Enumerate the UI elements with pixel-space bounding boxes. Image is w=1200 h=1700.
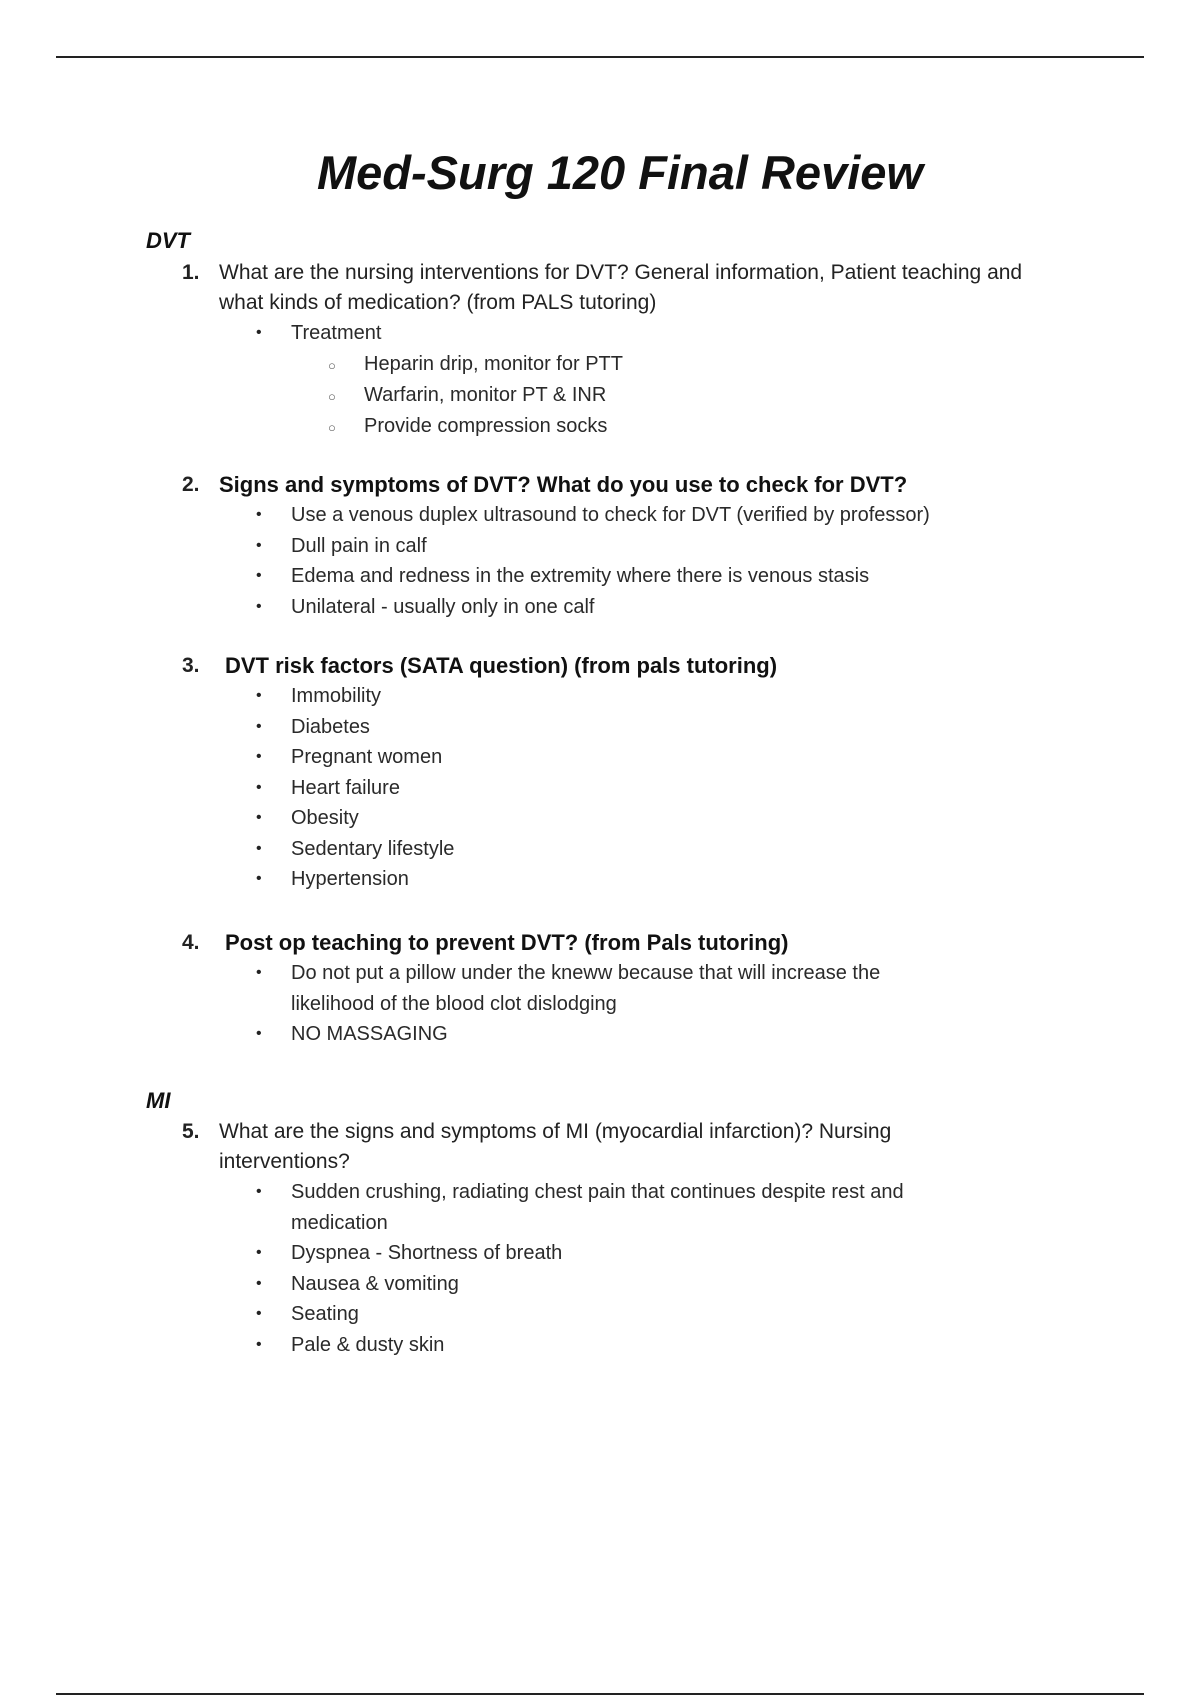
bullet-icon: •: [256, 1244, 262, 1261]
bullet-text: Unilateral - usually only in one calf: [291, 595, 595, 618]
list-item: [182, 349, 1064, 380]
bullet-icon: •: [256, 687, 262, 704]
circle-bullet-icon: ○: [328, 388, 336, 404]
list-item: [182, 803, 991, 834]
circle-bullet-icon: ○: [328, 357, 336, 373]
bullet-text: Sedentary lifestyle: [291, 837, 455, 860]
question-number: 2.: [182, 473, 200, 496]
bullet-text: Pale & dusty skin: [291, 1333, 445, 1356]
page-title: Med-Surg 120 Final Review: [317, 146, 923, 199]
question-text: What are the signs and symptoms of MI (myocardial infarction)? Nursing interventions?: [219, 1120, 892, 1173]
bullet-text: Do not put a pillow under the kneww because that will increase the likelihood of the blood clot dislodging: [291, 962, 881, 1015]
bullet-icon: •: [256, 1183, 262, 1200]
bullet-icon: •: [256, 717, 262, 735]
bullet-text: Dyspnea - Shortness of breath: [291, 1242, 563, 1264]
bullet-text: Seating: [291, 1303, 359, 1325]
bullet-icon: •: [256, 1335, 262, 1353]
question-text: What are the nursing interventions for DVT? General information, Patient teaching and what kinds of medication? (from PALS tutoring): [219, 261, 1023, 314]
bullet-icon: •: [256, 1274, 262, 1292]
list-item: [182, 1238, 991, 1269]
question-text: Post op teaching to prevent DVT? (from Pals tutoring): [225, 930, 789, 955]
bullet-text: Use a venous duplex ultrasound to check for DVT (verified by professor): [291, 504, 930, 526]
list-item: [182, 742, 991, 773]
circle-bullet-icon: ○: [328, 419, 336, 435]
question-text: Signs and symptoms of DVT? What do you use to check for DVT?: [219, 472, 908, 497]
bullet-icon: •: [256, 1305, 262, 1322]
list-item: [182, 592, 991, 623]
list-item: [182, 1177, 981, 1238]
question-3: [182, 651, 1062, 895]
sub-bullet-text: Provide compression socks: [364, 414, 608, 437]
bullet-icon: •: [256, 536, 262, 554]
question-number: 4.: [182, 931, 200, 954]
list-item: [182, 712, 991, 743]
bullet-text: Diabetes: [291, 715, 370, 738]
list-item: [182, 834, 991, 865]
question-5: [182, 1117, 1062, 1360]
question-4: [182, 928, 1062, 1050]
bullet-icon: •: [256, 1025, 262, 1042]
bullet-icon: •: [256, 324, 262, 341]
bullet-text: Obesity: [291, 807, 359, 829]
bullet-icon: •: [256, 839, 262, 857]
list-item: [182, 773, 991, 804]
question-text: DVT risk factors (SATA question) (from pals tutoring): [225, 653, 778, 678]
section-label-dvt: DVT: [146, 228, 190, 253]
bullet-icon: •: [256, 567, 262, 584]
question-1: [182, 258, 1062, 442]
bullet-text: Nausea & vomiting: [291, 1272, 459, 1295]
list-item: [182, 318, 991, 349]
bullet-icon: •: [256, 964, 262, 981]
bottom-rule: [56, 1693, 1144, 1695]
list-item: [182, 1330, 991, 1361]
sub-bullet-text: Heparin drip, monitor for PTT: [364, 352, 623, 375]
bullet-icon: •: [256, 748, 262, 765]
list-item: [182, 864, 991, 895]
question-number: 5.: [182, 1120, 200, 1143]
bullet-list: [182, 1177, 1062, 1360]
bullet-list: [182, 318, 1062, 349]
bullet-text: Edema and redness in the extremity where there is venous stasis: [291, 565, 870, 587]
list-item: [182, 500, 991, 531]
sub-bullet-text: Warfarin, monitor PT & INR: [364, 383, 607, 406]
list-item: [182, 380, 1064, 411]
question-2: [182, 470, 1062, 622]
sub-bullet-list: [182, 349, 1062, 442]
bullet-text: NO MASSAGING: [291, 1023, 448, 1045]
top-rule: [56, 56, 1144, 58]
section-label-mi: MI: [146, 1088, 171, 1113]
list-item: [182, 1269, 991, 1300]
bullet-text: Immobility: [291, 685, 382, 707]
bullet-icon: •: [256, 870, 262, 887]
question-number: 3.: [182, 654, 200, 677]
bullet-text: Dull pain in calf: [291, 534, 427, 557]
bullet-text: Hypertension: [291, 868, 409, 890]
bullet-text: Treatment: [291, 322, 382, 344]
bullet-text: Sudden crushing, radiating chest pain that continues despite rest and medication: [291, 1181, 904, 1234]
bullet-icon: •: [256, 778, 262, 796]
bullet-text: Pregnant women: [291, 746, 443, 768]
list-item: [182, 411, 1064, 442]
bullet-icon: •: [256, 597, 262, 615]
bullet-list: [182, 681, 1062, 895]
bullet-icon: •: [256, 809, 262, 826]
list-item: [182, 561, 991, 592]
list-item: [182, 681, 991, 712]
bullet-list: [182, 500, 1062, 622]
bullet-icon: •: [256, 506, 262, 523]
list-item: [182, 531, 991, 562]
list-item: [182, 1299, 991, 1330]
list-item: [182, 958, 931, 1019]
question-number: 1.: [182, 261, 200, 284]
bullet-list: [182, 958, 1062, 1050]
list-item: [182, 1019, 991, 1050]
bullet-text: Heart failure: [291, 776, 400, 799]
